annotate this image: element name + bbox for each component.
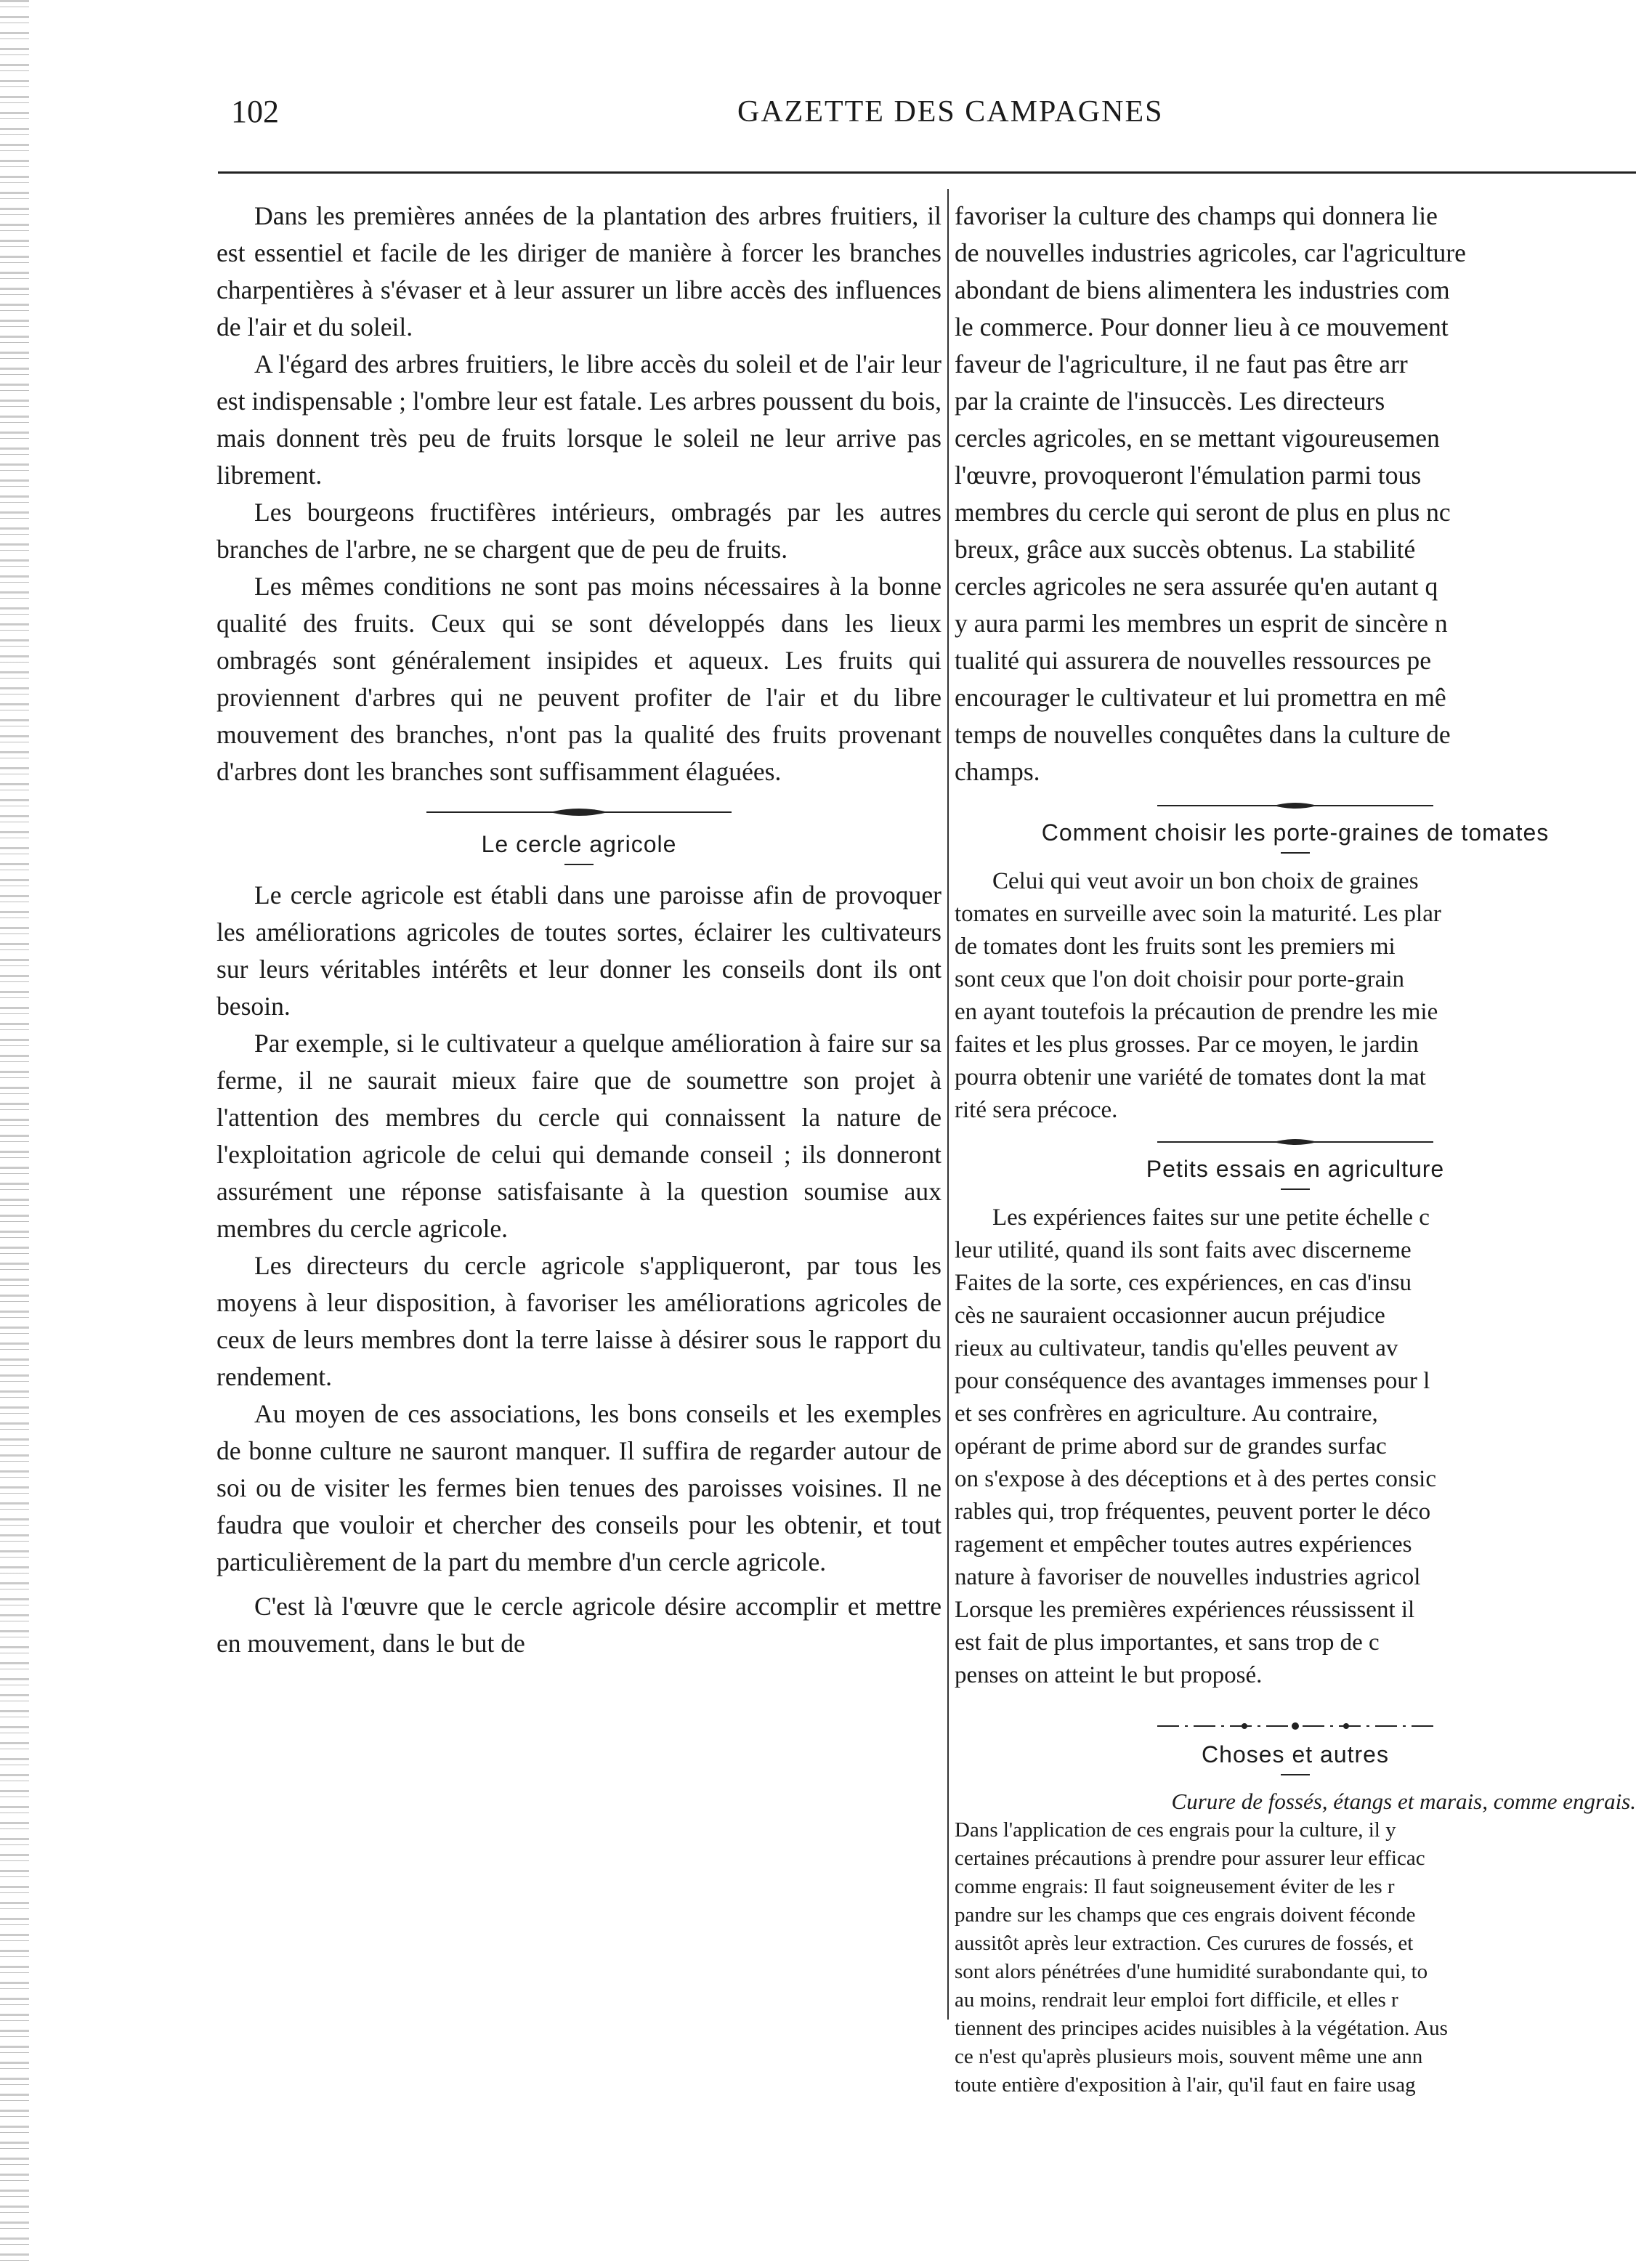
text-line: ragement et empêcher toutes autres expériences bbox=[955, 1531, 1412, 1558]
paragraph: Les directeurs du cercle agricole s'appliqueront, par tous les moyens à leur disposition, à favoriser les améliorations agricoles de ceux de leurs membres dont la terre laisse à désirer sous le rapport du rendement. bbox=[216, 1251, 941, 1391]
section-ornament bbox=[426, 806, 732, 818]
title-dash bbox=[564, 864, 594, 865]
binding-edge bbox=[0, 0, 29, 2268]
text-line: abondant de biens alimentera les industries com bbox=[955, 275, 1450, 304]
paragraph: Les mêmes conditions ne sont pas moins nécessaires à la bonne qualité des fruits. Ceux qui se sont développés dans les lieux ombragés sont généralement insipides et aqueux. Les fruits qui proviennent d'arbres qui ne peuvent profiter de l'air et du libre mouvement des branches, n'ont pas la qualité des fruits provenant d'arbres dont les branches sont suffisamment élaguées. bbox=[216, 572, 941, 786]
text-line: faites et les plus grosses. Par ce moyen, le jardin bbox=[955, 1032, 1419, 1058]
text-line: nature à favoriser de nouvelles industries agricol bbox=[955, 1564, 1421, 1590]
text-line: le commerce. Pour donner lieu à ce mouvement bbox=[955, 312, 1449, 341]
text-line: encourager le cultivateur et lui promettra en mê bbox=[955, 683, 1446, 712]
text-line: tiennent des principes acides nuisibles à la végétation. Aus bbox=[955, 2017, 1448, 2040]
section-subtitle: Curure de fossés, étangs et marais, comme engrais. bbox=[1171, 1789, 1636, 1814]
text-line: et ses confrères en agriculture. Au contraire, bbox=[955, 1401, 1378, 1427]
text-line: breux, grâce aux succès obtenus. La stabilité bbox=[955, 535, 1416, 564]
text-line: certaines précautions à prendre pour assurer leur efficac bbox=[955, 1847, 1425, 1870]
text-line: y aura parmi les membres un esprit de sincère n bbox=[955, 609, 1448, 638]
text-line: rité sera précoce. bbox=[955, 1097, 1118, 1123]
text-line: aussitôt après leur extraction. Ces curures de fossés, et bbox=[955, 1932, 1414, 1955]
section-title-essais: Petits essais en agriculture bbox=[1146, 1156, 1445, 1182]
section-ornament bbox=[1157, 1137, 1433, 1147]
text-line: Faites de la sorte, ces expériences, en cas d'insu bbox=[955, 1270, 1412, 1296]
text-line: en ayant toutefois la précaution de prendre les mie bbox=[955, 999, 1438, 1025]
text-line: cercles agricoles, en se mettant vigoureusemen bbox=[955, 424, 1440, 453]
title-dash bbox=[1281, 1188, 1310, 1190]
title-dash bbox=[1281, 1774, 1310, 1775]
paragraph: Au moyen de ces associations, les bons conseils et les exemples de bonne culture ne sauront manquer. Il suffira de regarder autour de soi ou de visiter les fermes bien tenues des paroisses voisines. Il ne faudra que vouloir et chercher des conseils pour les obtenir, et tout particulièrement de la part du membre d'un cercle agricole. bbox=[216, 1399, 941, 1576]
text-line: Les expériences faites sur une petite échelle c bbox=[992, 1204, 1430, 1231]
text-line: tualité qui assurera de nouvelles ressources pe bbox=[955, 646, 1431, 675]
text-line: est fait de plus importantes, et sans trop de c bbox=[955, 1629, 1380, 1656]
paragraph: A l'égard des arbres fruitiers, le libre accès du soleil et de l'air leur est indispensable ; l'ombre leur est fatale. Les arbres poussent du bois, mais donnent très peu de fruits lorsque le soleil ne leur arrive pas librement. bbox=[216, 349, 941, 490]
text-line: membres du cercle qui seront de plus en plus nc bbox=[955, 498, 1451, 527]
text-line: de tomates dont les fruits sont les premiers mi bbox=[955, 933, 1396, 960]
text-line: par la crainte de l'insuccès. Les directeurs bbox=[955, 386, 1385, 416]
page-number: 102 bbox=[231, 94, 279, 129]
header-rule bbox=[218, 171, 1636, 174]
text-line: ce n'est qu'après plusieurs mois, souvent même une ann bbox=[955, 2045, 1423, 2068]
text-line: leur utilité, quand ils sont faits avec discerneme bbox=[955, 1237, 1412, 1263]
section-title-tomates: Comment choisir les porte-graines de tomates bbox=[1041, 819, 1550, 846]
text-line: pourra obtenir une variété de tomates dont la mat bbox=[955, 1064, 1426, 1090]
section-title-choses: Choses et autres bbox=[1202, 1741, 1389, 1767]
text-line: on s'expose à des déceptions et à des pertes consic bbox=[955, 1466, 1436, 1492]
section-ornament-dotted bbox=[1157, 1721, 1433, 1731]
column-divider bbox=[947, 189, 949, 2020]
text-line: pandre sur les champs que ces engrais doivent féconde bbox=[955, 1903, 1416, 1927]
text-line: Celui qui veut avoir un bon choix de graines bbox=[992, 868, 1419, 894]
text-line: comme engrais: Il faut soigneusement éviter de les r bbox=[955, 1875, 1395, 1898]
text-line: au moins, rendrait leur emploi fort difficile, et elles r bbox=[955, 1988, 1398, 2012]
text-line: temps de nouvelles conquêtes dans la culture de bbox=[955, 720, 1451, 749]
left-column bbox=[216, 198, 941, 1662]
text-line: l'œuvre, provoqueront l'émulation parmi tous bbox=[955, 461, 1422, 490]
text-line: rables qui, trop fréquentes, peuvent porter le déco bbox=[955, 1499, 1431, 1525]
text-line: sont ceux que l'on doit choisir pour porte-grain bbox=[955, 966, 1405, 992]
text-line: sont alors pénétrées d'une humidité surabondante qui, to bbox=[955, 1960, 1428, 1983]
text-line: penses on atteint le but proposé. bbox=[955, 1662, 1263, 1688]
text-line: opérant de prime abord sur de grandes surfac bbox=[955, 1433, 1387, 1459]
right-column bbox=[955, 198, 1636, 2099]
text-line: pour conséquence des avantages immenses pour l bbox=[955, 1368, 1430, 1394]
paragraph: Par exemple, si le cultivateur a quelque amélioration à faire sur sa ferme, il ne saurait mieux faire que de soumettre son projet à l'attention des membres du cercle qui connaissent la nature de l'exploitation agricole de celui qui demande conseil ; ils donneront assurément une réponse satisfaisante à la question soumise aux membres du cercle agricole. bbox=[216, 1029, 941, 1243]
text-line: cercles agricoles ne sera assurée qu'en autant q bbox=[955, 572, 1438, 601]
text-line: rieux au cultivateur, tandis qu'elles peuvent av bbox=[955, 1335, 1398, 1361]
text-line: tomates en surveille avec soin la maturité. Les plar bbox=[955, 901, 1441, 927]
text-line: Dans l'application de ces engrais pour la culture, il y bbox=[955, 1818, 1396, 1842]
text-line: toute entière d'exposition à l'air, qu'il faut en faire usag bbox=[955, 2073, 1416, 2097]
text-line: Lorsque les premières expériences réussissent il bbox=[955, 1597, 1415, 1623]
text-line: cès ne sauraient occasionner aucun préjudice bbox=[955, 1303, 1385, 1329]
section-title-cercle: Le cercle agricole bbox=[481, 831, 677, 857]
text-line: favoriser la culture des champs qui donnera lie bbox=[955, 201, 1438, 230]
paragraph: Le cercle agricole est établi dans une paroisse afin de provoquer les améliorations agricoles de toutes sortes, éclairer les cultivateurs sur leurs véritables intérêts et leur donner les conseils dont ils ont besoin. bbox=[216, 880, 941, 1021]
text-line: de nouvelles industries agricoles, car l'agriculture bbox=[955, 238, 1466, 267]
title-dash bbox=[1281, 852, 1310, 854]
running-head: GAZETTE DES CAMPAGNES bbox=[737, 95, 1164, 129]
text-line: champs. bbox=[955, 757, 1040, 786]
paragraph: Les bourgeons fructifères intérieurs, ombragés par les autres branches de l'arbre, ne se chargent que de peu de fruits. bbox=[216, 498, 941, 564]
text-line: faveur de l'agriculture, il ne faut pas être arr bbox=[955, 349, 1408, 378]
paragraph: C'est là l'œuvre que le cercle agricole désire accomplir et mettre en mouvement, dans le but de bbox=[216, 1592, 941, 1658]
section-ornament bbox=[1157, 801, 1433, 811]
paragraph: Dans les premières années de la plantation des arbres fruitiers, il est essentiel et facile de les diriger de manière à forcer les branches charpentières à s'évaser et à leur assurer un libre accès des influences de l'air et du soleil. bbox=[216, 201, 941, 341]
